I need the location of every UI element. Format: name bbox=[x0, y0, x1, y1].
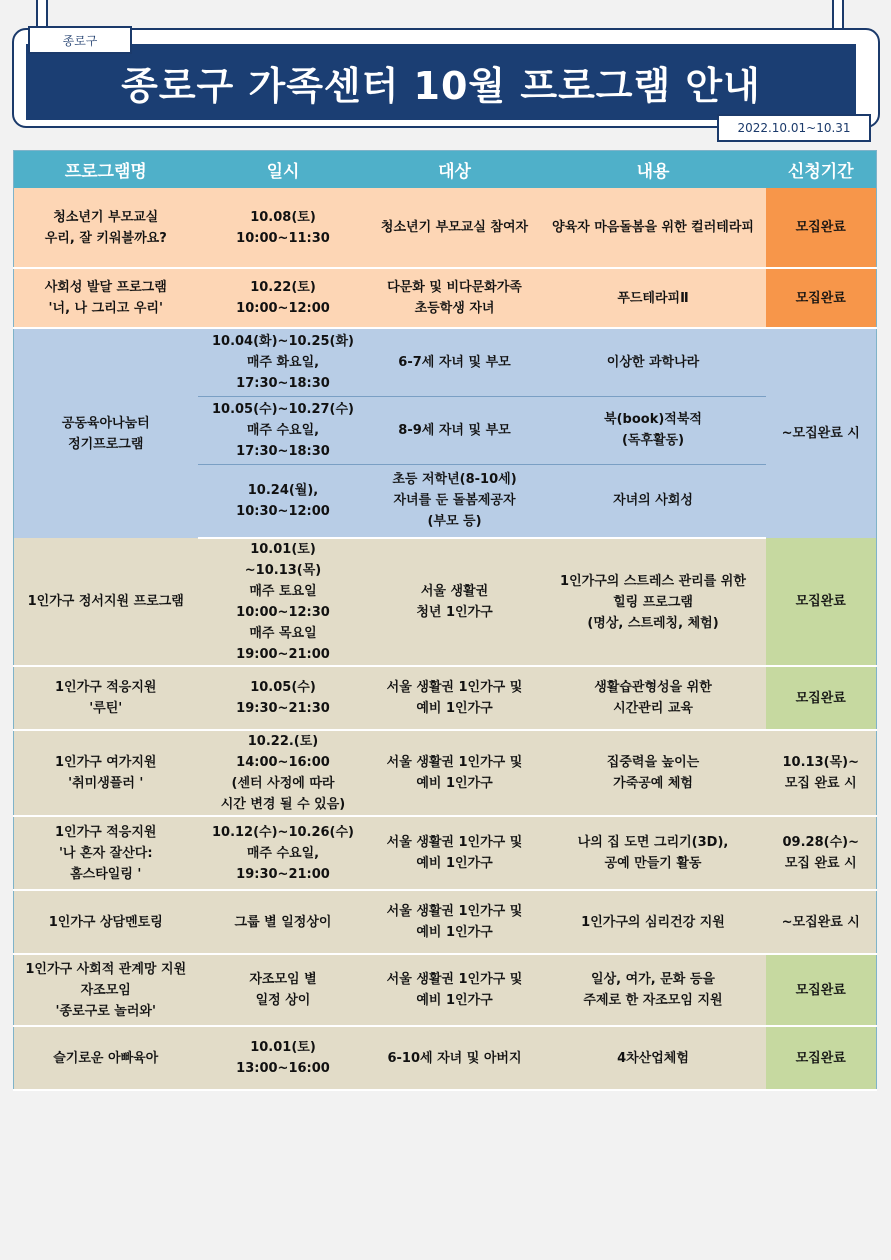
content-cell bbox=[541, 890, 766, 954]
period-cell bbox=[766, 816, 877, 890]
page-title: 종로구 가족센터 10월 프로그램 안내 bbox=[121, 63, 761, 108]
period-cell-line: 모집완료 bbox=[795, 594, 846, 609]
target-cell-line: 서울 생활권 bbox=[420, 584, 489, 599]
target-cell-line: 6-10세 자녀 및 아버지 bbox=[387, 1050, 522, 1066]
column-header-period: 신청기간 bbox=[766, 151, 877, 189]
program-name-cell-line: '종로구로 놀러와' bbox=[55, 1003, 156, 1019]
date-cell-line: 10.01(토) bbox=[250, 1040, 316, 1055]
content-cell-line: (독후활동) bbox=[621, 433, 685, 448]
target-cell-line: 자녀를 둔 돌봄제공자 bbox=[393, 493, 516, 509]
target-cell bbox=[369, 464, 541, 538]
date-cell-line: 10:30~12:00 bbox=[236, 503, 330, 519]
date-cell bbox=[198, 268, 369, 328]
period-cell bbox=[766, 666, 877, 730]
program-name-cell-line: '나 혼자 잘산다: bbox=[58, 845, 153, 861]
table-row bbox=[14, 328, 877, 396]
date-cell-line: 매주 목요일 bbox=[249, 626, 317, 641]
date-cell-line: 매주 수요일, bbox=[246, 845, 320, 861]
district-tag: 종로구 bbox=[28, 26, 132, 54]
date-cell-line: 10.24(월), bbox=[247, 482, 319, 498]
date-cell-line: 10.05(수)~10.27(수) bbox=[211, 401, 354, 417]
period-cell-line: ~모집완료 시 bbox=[781, 426, 860, 441]
program-name-cell-line: 슬기로운 아빠육아 bbox=[53, 1050, 159, 1066]
table-row bbox=[14, 188, 877, 268]
program-name-cell bbox=[14, 328, 198, 538]
date-cell-line: 10:00~12:30 bbox=[236, 605, 330, 620]
target-cell bbox=[369, 890, 541, 954]
target-cell-line: 예비 1인가구 bbox=[416, 856, 493, 871]
program-name-cell-line: 1인가구 적응지원 bbox=[55, 680, 157, 695]
content-cell bbox=[541, 268, 766, 328]
table-row bbox=[14, 816, 877, 890]
program-name-cell bbox=[14, 890, 198, 954]
period-cell-line: 09.28(수)~ bbox=[782, 835, 859, 850]
table-header-row bbox=[14, 151, 877, 189]
date-cell bbox=[198, 188, 369, 268]
column-header-date: 일시 bbox=[198, 151, 369, 189]
target-cell-line: 예비 1인가구 bbox=[416, 993, 493, 1008]
program-name-cell-line: 청소년기 부모교실 bbox=[53, 209, 159, 225]
period-cell-line: 모집완료 bbox=[795, 290, 846, 306]
target-cell-line: 8-9세 자녀 및 부모 bbox=[398, 422, 511, 438]
content-cell-line: 자녀의 사회성 bbox=[613, 493, 693, 509]
target-cell bbox=[369, 666, 541, 730]
period-cell bbox=[766, 954, 877, 1026]
target-cell bbox=[369, 328, 541, 396]
date-cell bbox=[198, 1026, 369, 1090]
period-cell-line: 10.13(목)~ bbox=[782, 755, 859, 770]
table-row bbox=[14, 268, 877, 328]
program-name-cell bbox=[14, 816, 198, 890]
target-cell-line: 서울 생활권 1인가구 및 bbox=[386, 680, 523, 695]
program-table bbox=[13, 150, 877, 1091]
period-cell bbox=[766, 328, 877, 538]
table-row bbox=[14, 1026, 877, 1090]
program-name-cell-line: 홈스타일링 ' bbox=[70, 866, 142, 882]
date-cell-line: 10.01(토) bbox=[250, 542, 316, 557]
date-cell-line: 10:00~12:00 bbox=[236, 301, 330, 316]
program-name-cell-line: 자조모임 bbox=[80, 982, 131, 998]
date-cell-line: 자조모임 별 bbox=[249, 972, 317, 987]
content-cell bbox=[541, 328, 766, 396]
target-cell bbox=[369, 954, 541, 1026]
date-cell-line: 그룹 별 일정상이 bbox=[234, 914, 332, 930]
content-cell-line: 나의 집 도면 그리기(3D), bbox=[577, 835, 729, 850]
date-cell-line: 일정 상이 bbox=[255, 993, 311, 1008]
date-cell-line: 19:30~21:00 bbox=[236, 866, 330, 882]
program-name-cell bbox=[14, 188, 198, 268]
content-cell-line: 일상, 여가, 문화 등을 bbox=[591, 972, 715, 987]
target-cell bbox=[369, 816, 541, 890]
program-name-cell bbox=[14, 730, 198, 816]
content-cell-line: 시간관리 교육 bbox=[613, 701, 693, 716]
date-cell-line: 매주 수요일, bbox=[246, 422, 320, 438]
date-cell-line: 10.05(수) bbox=[250, 680, 316, 695]
content-cell bbox=[541, 464, 766, 538]
target-cell bbox=[369, 730, 541, 816]
period-cell bbox=[766, 730, 877, 816]
content-cell bbox=[541, 396, 766, 464]
target-cell-line: 청소년기 부모교실 참여자 bbox=[380, 220, 529, 235]
content-cell bbox=[541, 1026, 766, 1090]
program-name-cell-line: 우리, 잘 키워볼까요? bbox=[44, 230, 167, 246]
content-cell-line: 양육자 마음돌봄을 위한 컬러테라피 bbox=[552, 220, 754, 235]
program-name-cell-line: 1인가구 상담멘토링 bbox=[48, 914, 163, 930]
target-cell-line: 예비 1인가구 bbox=[416, 776, 493, 791]
date-cell bbox=[198, 396, 369, 464]
target-cell-line: 6-7세 자녀 및 부모 bbox=[398, 354, 511, 370]
target-cell-line: 서울 생활권 1인가구 및 bbox=[386, 755, 523, 770]
target-cell-line: 서울 생활권 1인가구 및 bbox=[386, 972, 523, 987]
program-name-cell bbox=[14, 666, 198, 730]
content-cell-line: 공예 만들기 활동 bbox=[604, 856, 702, 871]
period-cell bbox=[766, 890, 877, 954]
table-row bbox=[14, 538, 877, 666]
program-name-cell-line: '너, 나 그리고 우리' bbox=[48, 301, 163, 316]
date-cell bbox=[198, 538, 369, 666]
date-cell-line: 10.08(토) bbox=[250, 209, 316, 225]
program-name-cell-line: 1인가구 정서지원 프로그램 bbox=[27, 594, 184, 609]
target-cell-line: 서울 생활권 1인가구 및 bbox=[386, 835, 523, 850]
date-cell-line: 10.22.(토) bbox=[247, 734, 319, 749]
content-cell-line: 1인가구의 스트레스 관리를 위한 bbox=[560, 573, 746, 589]
program-name-cell-line: 1인가구 사회적 관계망 지원 bbox=[25, 961, 187, 977]
content-cell-line: 4차산업체험 bbox=[617, 1050, 689, 1066]
date-cell bbox=[198, 666, 369, 730]
period-cell-line: 모집완료 bbox=[795, 982, 846, 998]
target-cell-line: 청년 1인가구 bbox=[416, 605, 493, 620]
target-cell bbox=[369, 268, 541, 328]
date-cell-line: 17:30~18:30 bbox=[236, 443, 330, 459]
period-cell bbox=[766, 1026, 877, 1090]
content-cell bbox=[541, 188, 766, 268]
date-cell-line: 10.04(화)~10.25(화) bbox=[211, 333, 354, 349]
target-cell-line: (부모 등) bbox=[427, 514, 482, 530]
date-cell-line: 시간 변경 될 수 있음) bbox=[220, 797, 346, 812]
content-cell-line: 힐링 프로그램 bbox=[613, 594, 693, 610]
program-name-cell bbox=[14, 538, 198, 666]
period-cell-line: 모집완료 bbox=[795, 220, 846, 235]
frame-hanger-right bbox=[832, 0, 844, 30]
target-cell-line: 초등학생 자녀 bbox=[414, 301, 495, 316]
program-name-cell-line: 정기프로그램 bbox=[68, 436, 144, 452]
program-name-cell-line: 공동육아나눔터 bbox=[61, 415, 150, 431]
table-body bbox=[14, 188, 877, 1090]
date-cell bbox=[198, 890, 369, 954]
target-cell bbox=[369, 1026, 541, 1090]
date-cell bbox=[198, 328, 369, 396]
date-cell-line: 10:00~11:30 bbox=[236, 230, 330, 246]
date-cell-line: ~10.13(목) bbox=[244, 563, 322, 578]
period-cell bbox=[766, 268, 877, 328]
content-cell-line: 이상한 과학나라 bbox=[606, 354, 700, 370]
content-cell-line: 주제로 한 자조모임 지원 bbox=[583, 993, 723, 1008]
target-cell-line: 서울 생활권 1인가구 및 bbox=[386, 904, 523, 919]
table-row bbox=[14, 954, 877, 1026]
program-name-cell-line: '취미생플러 ' bbox=[68, 776, 144, 791]
content-cell-line: 북(book)적북적 bbox=[604, 412, 702, 427]
date-cell-line: 19:30~21:30 bbox=[236, 701, 330, 716]
content-cell-line: 가죽공예 체험 bbox=[613, 776, 693, 791]
table-row bbox=[14, 666, 877, 730]
program-name-cell-line: '루틴' bbox=[89, 701, 123, 716]
period-cell bbox=[766, 538, 877, 666]
target-cell-line: 다문화 및 비다문화가족 bbox=[387, 280, 522, 295]
target-cell bbox=[369, 538, 541, 666]
date-cell-line: (센터 사정에 따라 bbox=[231, 776, 335, 791]
content-cell bbox=[541, 730, 766, 816]
date-cell bbox=[198, 730, 369, 816]
period-cell-line: 모집 완료 시 bbox=[784, 776, 857, 791]
content-cell bbox=[541, 538, 766, 666]
date-cell bbox=[198, 816, 369, 890]
period-cell-line: ~모집완료 시 bbox=[781, 914, 860, 930]
program-name-cell-line: 사회성 발달 프로그램 bbox=[44, 280, 167, 295]
column-header-target: 대상 bbox=[369, 151, 541, 189]
target-cell bbox=[369, 396, 541, 464]
content-cell-line: 생활습관형성을 위한 bbox=[594, 680, 712, 695]
program-name-cell-line: 1인가구 적응지원 bbox=[55, 824, 157, 840]
date-cell-line: 매주 토요일 bbox=[249, 584, 317, 599]
program-name-cell bbox=[14, 954, 198, 1026]
content-cell bbox=[541, 954, 766, 1026]
content-cell bbox=[541, 666, 766, 730]
period-cell-line: 모집완료 bbox=[795, 1050, 846, 1066]
table-row bbox=[14, 890, 877, 954]
date-cell-line: 19:00~21:00 bbox=[236, 647, 330, 662]
content-cell-line: (명상, 스트레칭, 체험) bbox=[587, 615, 719, 631]
period-cell-line: 모집 완료 시 bbox=[784, 856, 857, 871]
target-cell bbox=[369, 188, 541, 268]
date-cell-line: 매주 화요일, bbox=[246, 354, 320, 370]
date-cell bbox=[198, 464, 369, 538]
program-name-cell bbox=[14, 1026, 198, 1090]
period-cell-line: 모집완료 bbox=[795, 690, 846, 706]
program-name-cell bbox=[14, 268, 198, 328]
date-cell-line: 10.12(수)~10.26(수) bbox=[211, 824, 354, 840]
period-cell bbox=[766, 188, 877, 268]
content-cell-line: 1인가구의 심리건강 지원 bbox=[581, 914, 725, 930]
target-cell-line: 초등 저학년(8-10세) bbox=[392, 472, 517, 488]
date-cell-line: 17:30~18:30 bbox=[236, 375, 330, 391]
content-cell-line: 푸드테라피Ⅱ bbox=[617, 290, 689, 306]
target-cell-line: 예비 1인가구 bbox=[416, 701, 493, 716]
date-range-badge: 2022.10.01~10.31 bbox=[717, 114, 871, 142]
date-cell-line: 14:00~16:00 bbox=[236, 755, 330, 770]
date-cell bbox=[198, 954, 369, 1026]
program-name-cell-line: 1인가구 여가지원 bbox=[55, 755, 157, 770]
content-cell-line: 집중력을 높이는 bbox=[606, 755, 700, 770]
target-cell-line: 예비 1인가구 bbox=[416, 925, 493, 940]
table-row bbox=[14, 730, 877, 816]
column-header-program: 프로그램명 bbox=[14, 151, 198, 189]
date-cell-line: 10.22(토) bbox=[250, 280, 316, 295]
date-cell-line: 13:00~16:00 bbox=[236, 1061, 330, 1076]
column-header-content: 내용 bbox=[541, 151, 766, 189]
content-cell bbox=[541, 816, 766, 890]
